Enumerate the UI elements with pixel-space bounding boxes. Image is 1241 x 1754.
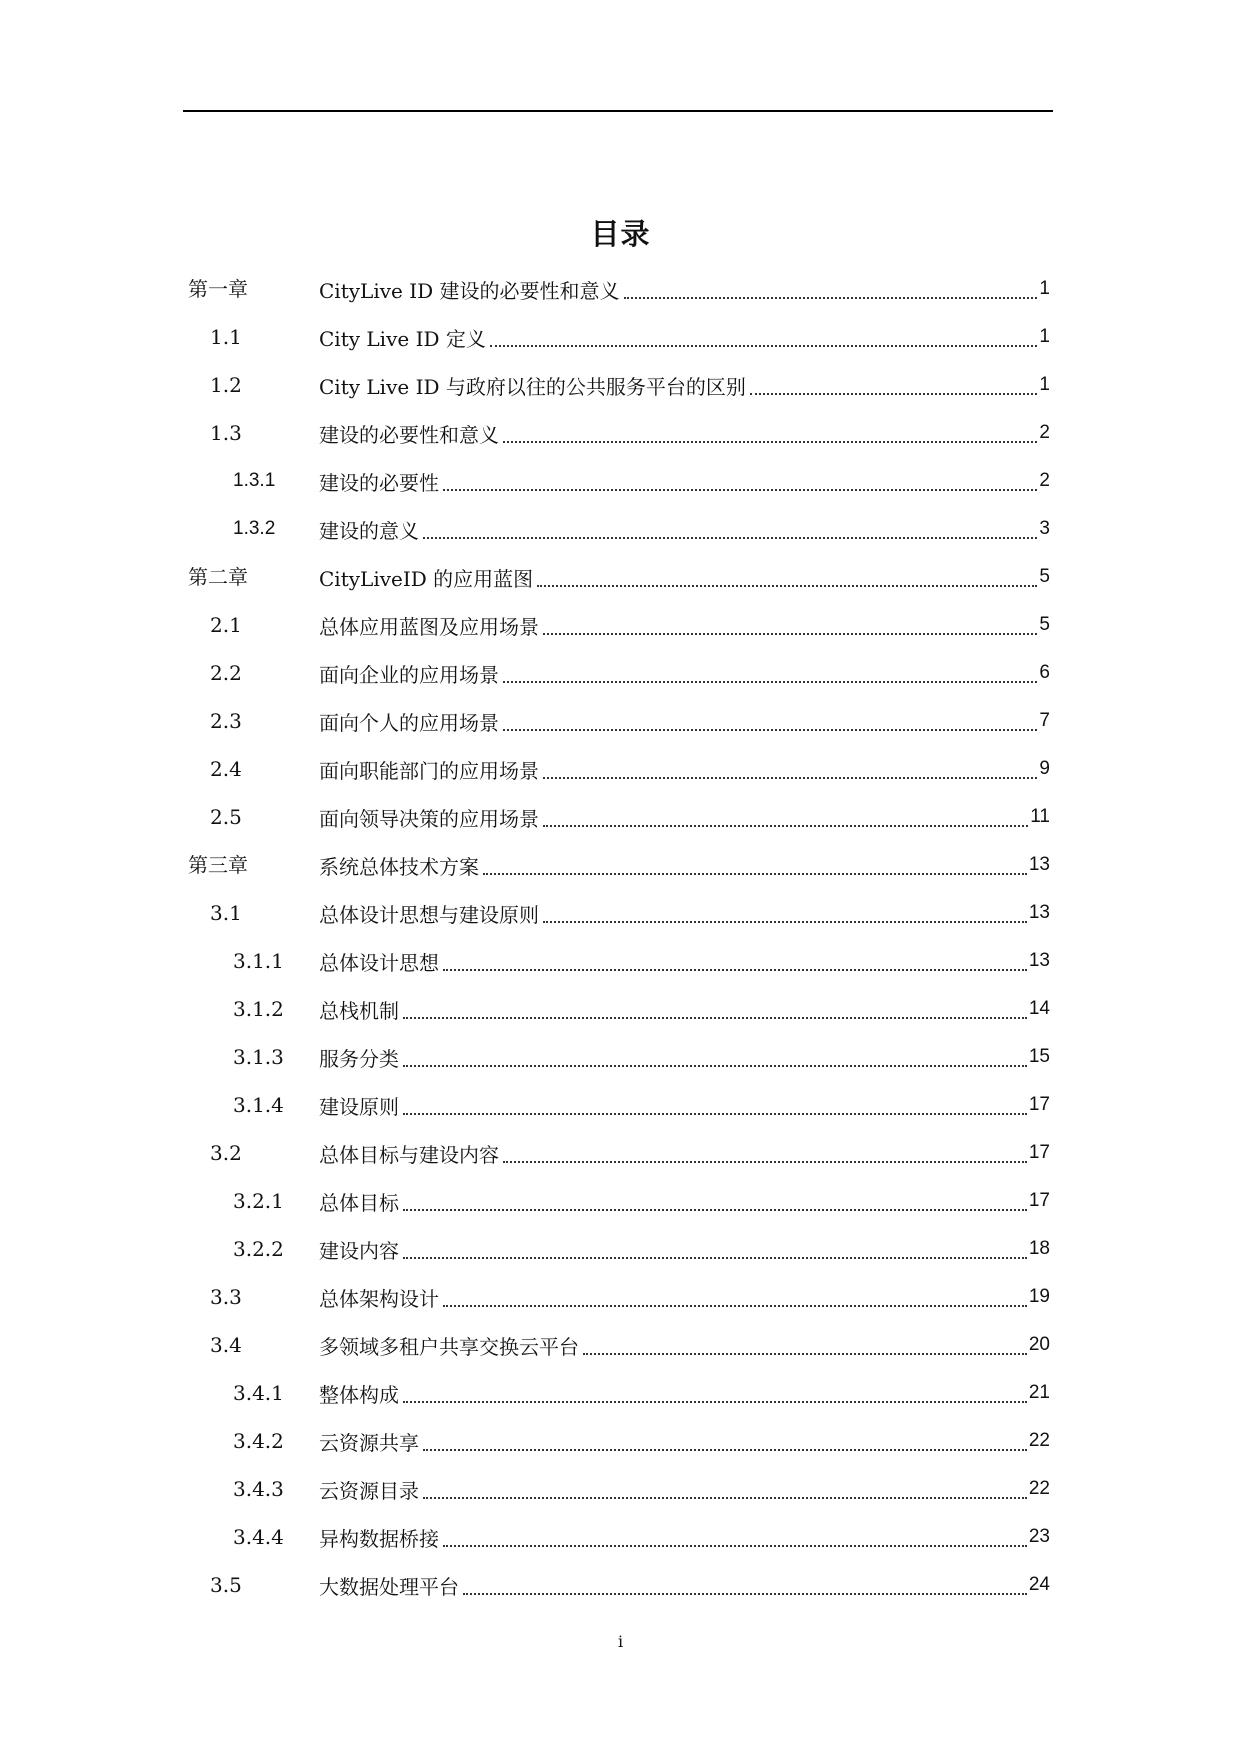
toc-entry-title[interactable]: 面向企业的应用场景: [319, 662, 499, 687]
toc-entry-number: 2.4: [210, 757, 242, 781]
toc-entry[interactable]: [188, 1033, 1050, 1081]
toc-entry-number: 3.4.4: [233, 1525, 284, 1549]
toc-entry[interactable]: [188, 1225, 1050, 1273]
toc-entry-title[interactable]: 建设的必要性和意义: [319, 422, 499, 447]
page-number-footer: i: [617, 1632, 624, 1651]
toc-entry-page: 20: [1028, 1334, 1050, 1355]
dot-leader: [483, 872, 1027, 875]
toc-entry[interactable]: [188, 745, 1050, 793]
toc-entry-number: 1.2: [210, 373, 242, 397]
toc-entry-title[interactable]: 总体目标: [319, 1190, 399, 1215]
toc-entry[interactable]: [188, 937, 1050, 985]
toc-entry-title[interactable]: CityLive ID 建设的必要性和意义: [319, 278, 620, 303]
toc-entry-line: [319, 1033, 1050, 1081]
dot-leader: [423, 1496, 1027, 1499]
toc-entry-page: 7: [1039, 710, 1050, 731]
toc-entry-title[interactable]: City Live ID 与政府以往的公共服务平台的区别: [319, 374, 746, 399]
toc-entry-page: 22: [1028, 1430, 1050, 1451]
toc-entry-line: [319, 745, 1050, 793]
toc-entry-page: 1: [1039, 326, 1050, 347]
toc-entry[interactable]: [188, 553, 1050, 601]
toc-entry-line: [319, 1177, 1050, 1225]
toc-entry-page: 15: [1028, 1046, 1050, 1067]
toc-entry-page: 6: [1039, 662, 1050, 683]
toc-entry-title[interactable]: 云资源共享: [319, 1430, 419, 1455]
toc-entry[interactable]: [188, 1177, 1050, 1225]
toc-entry[interactable]: [188, 1129, 1050, 1177]
toc-entry[interactable]: [188, 889, 1050, 937]
toc-entry-title[interactable]: CityLiveID 的应用蓝图: [319, 566, 534, 591]
toc-entry-page: 13: [1028, 854, 1050, 875]
toc-entry-number: 2.1: [210, 613, 242, 637]
toc-entry-number: 第二章: [188, 565, 248, 589]
dot-leader: [403, 1112, 1027, 1115]
toc-entry-line: [319, 1225, 1050, 1273]
toc-entry-line: [319, 985, 1050, 1033]
toc-entry-page: 21: [1028, 1382, 1050, 1403]
dot-leader: [463, 1592, 1027, 1595]
toc-entry-page: 13: [1028, 902, 1050, 923]
dot-leader: [543, 632, 1037, 635]
toc-entry-number: 2.3: [210, 709, 242, 733]
dot-leader: [423, 536, 1037, 539]
dot-leader: [443, 1304, 1027, 1307]
toc-entry-title[interactable]: 建设的必要性: [319, 470, 439, 495]
toc-entry[interactable]: [188, 1081, 1050, 1129]
toc-entry-line: [319, 409, 1050, 457]
dot-leader: [403, 1400, 1027, 1403]
toc-entry-number: 3.1.2: [233, 997, 284, 1021]
toc-entry[interactable]: [188, 1561, 1050, 1609]
toc-entry-line: [319, 1321, 1050, 1369]
dot-leader: [403, 1256, 1027, 1259]
toc-entry-number: 3.1.3: [233, 1045, 284, 1069]
toc-entry-line: [319, 1513, 1050, 1561]
toc-entry-number: 1.1: [210, 325, 242, 349]
toc-entry-line: [319, 1561, 1050, 1609]
toc-entry-title[interactable]: 总体设计思想与建设原则: [319, 902, 539, 927]
toc-entry-line: [319, 697, 1050, 745]
toc-entry-number: 3.1: [210, 901, 242, 925]
toc-entry-line: [319, 505, 1050, 553]
dot-leader: [537, 584, 1037, 587]
toc-entry-page: 11: [1030, 806, 1050, 827]
header-rule: [183, 110, 1053, 112]
toc-entry-title[interactable]: City Live ID 定义: [319, 326, 486, 351]
toc-entry-title[interactable]: 云资源目录: [319, 1478, 419, 1503]
toc-entry-page: 23: [1028, 1526, 1050, 1547]
dot-leader: [503, 680, 1037, 683]
toc-entry-line: [319, 1369, 1050, 1417]
toc-entry-line: [319, 649, 1050, 697]
table-of-contents: [188, 265, 1050, 1609]
toc-entry-page: 3: [1039, 518, 1050, 539]
toc-entry-line: [319, 793, 1050, 841]
toc-entry-number: 3.4.3: [233, 1477, 284, 1501]
toc-entry[interactable]: [188, 1369, 1050, 1417]
toc-entry-page: 17: [1028, 1094, 1050, 1115]
toc-entry-number: 3.4.1: [233, 1381, 284, 1405]
dot-leader: [403, 1064, 1027, 1067]
toc-entry[interactable]: [188, 841, 1050, 889]
toc-entry[interactable]: [188, 601, 1050, 649]
toc-entry-number: 2.2: [210, 661, 242, 685]
toc-entry-line: [319, 361, 1050, 409]
toc-entry-page: 14: [1028, 998, 1050, 1019]
toc-entry[interactable]: [188, 313, 1050, 361]
dot-leader: [490, 344, 1038, 347]
toc-entry-number: 3.3: [210, 1285, 242, 1309]
toc-entry-page: 9: [1039, 758, 1050, 779]
toc-entry-number: 1.3.2: [233, 518, 276, 539]
toc-entry-title[interactable]: 建设内容: [319, 1238, 399, 1263]
toc-entry-number: 2.5: [210, 805, 242, 829]
toc-entry[interactable]: [188, 1273, 1050, 1321]
dot-leader: [543, 776, 1037, 779]
toc-entry-page: 19: [1028, 1286, 1050, 1307]
toc-entry-line: [319, 1129, 1050, 1177]
toc-entry-title[interactable]: 整体构成: [319, 1382, 399, 1407]
toc-entry[interactable]: [188, 1321, 1050, 1369]
toc-entry-title[interactable]: 面向职能部门的应用场景: [319, 758, 539, 783]
toc-entry-number: 3.1.4: [233, 1093, 284, 1117]
dot-leader: [443, 968, 1027, 971]
toc-entry-line: [319, 457, 1050, 505]
toc-entry-line: [319, 313, 1050, 361]
dot-leader: [443, 488, 1037, 491]
toc-entry[interactable]: [188, 1417, 1050, 1465]
toc-heading: 目录: [590, 217, 651, 251]
toc-entry-line: [319, 1273, 1050, 1321]
dot-leader: [423, 1448, 1027, 1451]
toc-entry-title[interactable]: 服务分类: [319, 1046, 399, 1071]
toc-entry-line: [319, 1417, 1050, 1465]
toc-entry-title[interactable]: 大数据处理平台: [319, 1574, 459, 1599]
toc-entry-title[interactable]: 总体设计思想: [319, 950, 439, 975]
dot-leader: [750, 392, 1038, 395]
toc-entry-number: 3.5: [210, 1573, 242, 1597]
toc-entry-title[interactable]: 总体应用蓝图及应用场景: [319, 614, 539, 639]
toc-entry-title[interactable]: 多领域多租户共享交换云平台: [319, 1334, 579, 1359]
toc-entry[interactable]: [188, 697, 1050, 745]
dot-leader: [503, 440, 1037, 443]
toc-entry[interactable]: [188, 361, 1050, 409]
toc-entry-title[interactable]: 总体目标与建设内容: [319, 1142, 499, 1167]
toc-entry-number: 第三章: [188, 853, 248, 877]
toc-entry-number: 3.2: [210, 1141, 242, 1165]
toc-entry-page: 17: [1028, 1142, 1050, 1163]
toc-entry[interactable]: [188, 985, 1050, 1033]
toc-entry-line: [319, 1465, 1050, 1513]
toc-entry-page: 18: [1028, 1238, 1050, 1259]
toc-entry-page: 5: [1039, 566, 1050, 587]
toc-entry-title[interactable]: 总体架构设计: [319, 1286, 439, 1311]
toc-entry-title[interactable]: 面向领导决策的应用场景: [319, 806, 539, 831]
toc-entry-page: 24: [1028, 1574, 1050, 1595]
dot-leader: [403, 1208, 1027, 1211]
toc-entry-page: 13: [1028, 950, 1050, 971]
toc-entry-number: 3.4: [210, 1333, 242, 1357]
toc-entry-line: [319, 553, 1050, 601]
dot-leader: [403, 1016, 1027, 1019]
toc-entry-page: 1: [1039, 374, 1050, 395]
toc-entry-line: [319, 1081, 1050, 1129]
toc-entry-number: 3.4.2: [233, 1429, 284, 1453]
toc-entry-number: 3.1.1: [233, 949, 284, 973]
toc-entry-number: 1.3: [210, 421, 242, 445]
toc-entry-line: [319, 601, 1050, 649]
toc-entry-page: 2: [1039, 422, 1050, 443]
toc-entry-page: 22: [1028, 1478, 1050, 1499]
toc-entry[interactable]: [188, 409, 1050, 457]
dot-leader: [543, 824, 1028, 827]
toc-entry-number: 3.2.2: [233, 1237, 284, 1261]
toc-entry-number: 1.3.1: [233, 470, 276, 491]
toc-entry-page: 5: [1039, 614, 1050, 635]
dot-leader: [583, 1352, 1027, 1355]
toc-entry-page: 1: [1039, 278, 1050, 299]
toc-entry[interactable]: [188, 505, 1050, 553]
toc-entry[interactable]: [188, 1513, 1050, 1561]
dot-leader: [503, 728, 1037, 731]
toc-entry-page: 2: [1039, 470, 1050, 491]
dot-leader: [443, 1544, 1027, 1547]
toc-entry-title[interactable]: 异构数据桥接: [319, 1526, 439, 1551]
dot-leader: [503, 1160, 1027, 1163]
toc-entry-line: [319, 937, 1050, 985]
toc-entry-title[interactable]: 建设的意义: [319, 518, 419, 543]
toc-entry[interactable]: [188, 1465, 1050, 1513]
toc-entry-line: [319, 265, 1050, 313]
toc-entry-title[interactable]: 总栈机制: [319, 998, 399, 1023]
toc-entry-number: 第一章: [188, 277, 248, 301]
toc-entry-title[interactable]: 建设原则: [319, 1094, 399, 1119]
toc-entry-line: [319, 841, 1050, 889]
toc-entry[interactable]: [188, 649, 1050, 697]
toc-entry-title[interactable]: 面向个人的应用场景: [319, 710, 499, 735]
toc-entry[interactable]: [188, 793, 1050, 841]
toc-entry-page: 17: [1028, 1190, 1050, 1211]
toc-entry-line: [319, 889, 1050, 937]
dot-leader: [624, 296, 1038, 299]
dot-leader: [543, 920, 1027, 923]
toc-entry-number: 3.2.1: [233, 1189, 284, 1213]
toc-entry[interactable]: [188, 457, 1050, 505]
toc-entry[interactable]: [188, 265, 1050, 313]
toc-entry-title[interactable]: 系统总体技术方案: [319, 854, 479, 879]
